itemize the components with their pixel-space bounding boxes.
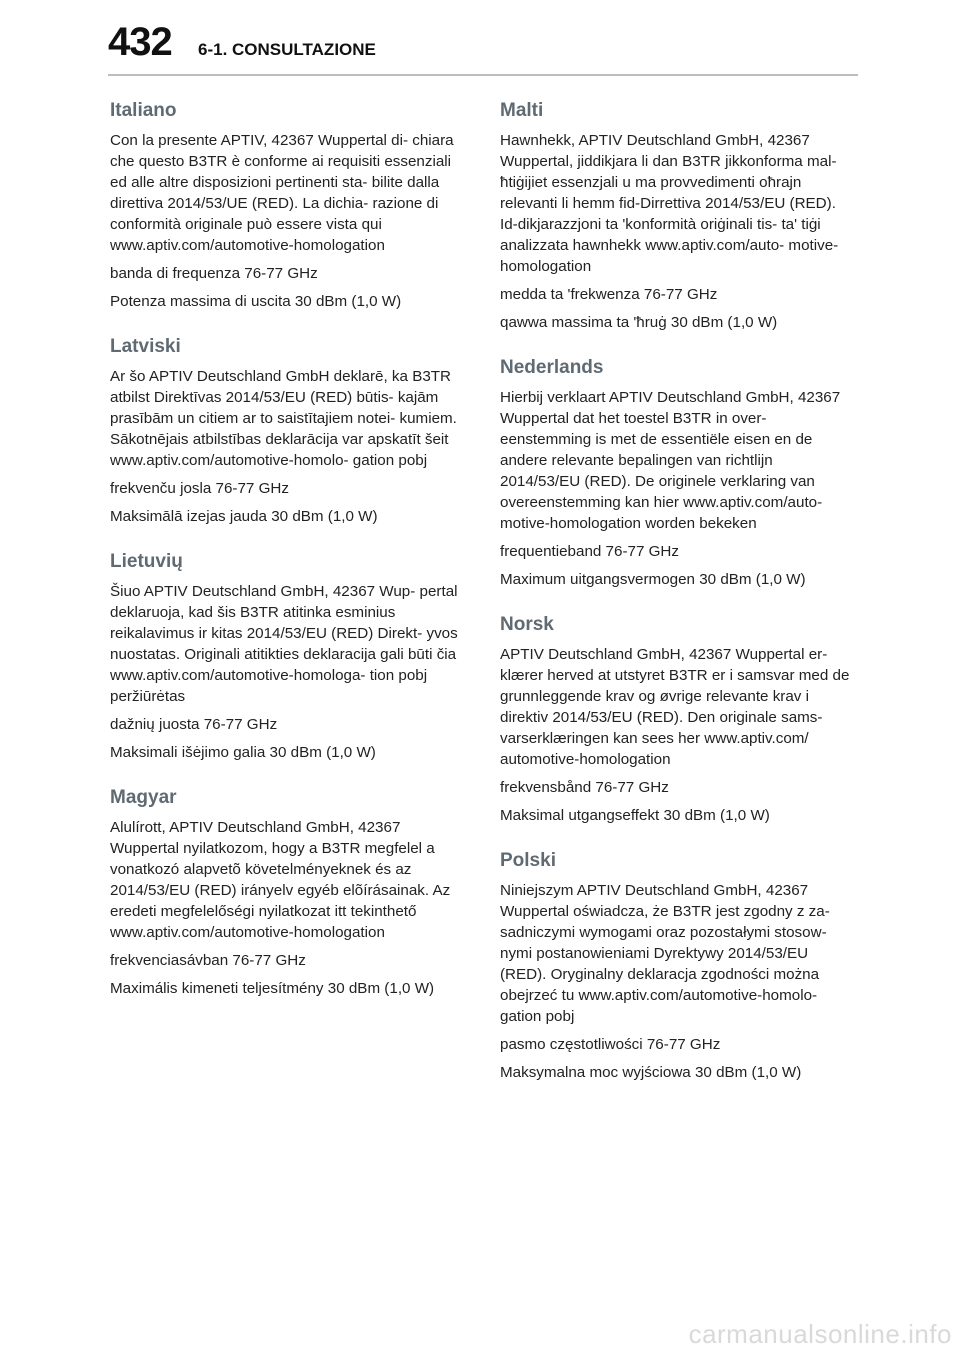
section-polski [500, 848, 856, 1083]
language-heading: Nederlands [500, 357, 604, 378]
language-heading: Norsk [500, 614, 554, 635]
declaration-text: Hierbij verklaart APTIV Deutschland GmbH, 42367 Wuppertal dat het toestel B3TR in over- eenstemming is met de essentiële eisen en de andere relevante bepalingen van richtlijn 2014/53/EU (RED). De originele verklaring van overeenstemming kan hier www.aptiv.com/auto- motive-homologation worden bekeken [500, 389, 841, 532]
frequency-band: frekvensbånd 76-77 GHz [500, 779, 669, 796]
declaration-text: Con la presente APTIV, 42367 Wuppertal di- chiara che questo B3TR è conforme ai requisiti essenziali ed alle altre disposizioni pertinenti sta- bilite dalla direttiva 2014/53/UE (RED). La dichia- razione di conformità originale può essere vista qui www.aptiv.com/automotive-homologation [110, 132, 454, 254]
language-heading: Malti [500, 100, 544, 121]
section-malti [500, 98, 856, 333]
section-magyar [110, 785, 466, 999]
language-heading: Magyar [110, 787, 177, 808]
max-power: Potenza massima di uscita 30 dBm (1,0 W) [110, 293, 402, 310]
section-nederlands [500, 355, 856, 590]
max-power: Maksimali išėjimo galia 30 dBm (1,0 W) [110, 744, 376, 761]
declaration-text: Niniejszym APTIV Deutschland GmbH, 42367 Wuppertal oświadcza, że B3TR jest zgodny z za- sadniczymi wymogami oraz pozostałymi stosow- nymi postanowieniami Dyrektywy 2014/53/EU (RED). Oryginalny deklaracja zgodności można obejrzeć tu www.aptiv.com/automotive-homolo- gation pobj [500, 882, 830, 1025]
language-heading: Italiano [110, 100, 177, 121]
max-power: Maximum uitgangsvermogen 30 dBm (1,0 W) [500, 571, 806, 588]
frequency-band: pasmo częstotliwości 76-77 GHz [500, 1036, 721, 1053]
max-power: Maksimālā izejas jauda 30 dBm (1,0 W) [110, 508, 378, 525]
page-number: 432 [108, 20, 172, 64]
max-power: Maksymalna moc wyjściowa 30 dBm (1,0 W) [500, 1064, 802, 1081]
header-divider [108, 74, 858, 76]
declaration-text: Ar šo APTIV Deutschland GmbH deklarē, ka B3TR atbilst Direktīvas 2014/53/EU (RED) būtis- kajām prasībām un citiem ar to saistītajiem notei- kumiem. Sākotnējais atbilstības deklarācija var apskatīt šeit www.aptiv.com/automotive-homolo- gation pobj [110, 368, 457, 469]
declaration-text: Alulírott, APTIV Deutschland GmbH, 42367 Wuppertal nyilatkozom, hogy a B3TR megfelel a vonatkozó alapvetõ követelményeknek és az 2014/53/EU (RED) irányelv egyéb elõírásainak. Az eredeti megfelelőségi nyilatkozat itt tekinthető www.aptiv.com/automotive-homologation [110, 819, 451, 941]
frequency-band: medda ta 'frekwenza 76-77 GHz [500, 286, 718, 303]
language-heading: Latviski [110, 336, 181, 357]
section-latviski [110, 334, 466, 527]
section-italiano [110, 98, 466, 312]
language-heading: Lietuvių [110, 551, 183, 572]
language-heading: Polski [500, 850, 556, 871]
declaration-text: Hawnhekk, APTIV Deutschland GmbH, 42367 Wuppertal, jiddikjara li dan B3TR jikkonforma mal-ħtiġijiet essenzjali u ma provvedimenti oħrajn relevanti li hemm fid-Dirrettiva 2014/53/EU (RED). Id-dikjarazzjoni ta 'konformità oriġinali tis- ta' tiġi analizzata hawnhekk www.aptiv.com/auto- motive-homologation [500, 132, 839, 275]
frequency-band: frekvenču josla 76-77 GHz [110, 480, 289, 497]
declaration-text: APTIV Deutschland GmbH, 42367 Wuppertal er- klærer herved at utstyret B3TR er i samsvar med de grunnleggende krav og øvrige relevante krav i direktiv 2014/53/EU (RED). Den originale sams- varserklæringen kan sees her www.aptiv.com/ automotive-homologation [500, 646, 850, 768]
page-header [0, 0, 960, 76]
section-norsk [500, 612, 856, 826]
section-lietuviu [110, 549, 466, 763]
frequency-band: frekvenciasávban 76-77 GHz [110, 952, 306, 969]
max-power: Maximális kimeneti teljesítmény 30 dBm (1,0 W) [110, 980, 435, 997]
section-title: 6-1. CONSULTAZIONE [198, 40, 376, 59]
frequency-band: banda di frequenza 76-77 GHz [110, 265, 318, 282]
frequency-band: frequentieband 76-77 GHz [500, 543, 679, 560]
declaration-text: Šiuo APTIV Deutschland GmbH, 42367 Wup- pertal deklaruoja, kad šis B3TR atitinka esminius reikalavimus ir kitas 2014/53/EU (RED) Direkt- yvos nuostatas. Originali atitikties deklaracija gali būti čia www.aptiv.com/automotive-homologa- tion pobj peržiūrėtas [110, 583, 458, 705]
max-power: qawwa massima ta 'ħruġ 30 dBm (1,0 W) [500, 314, 778, 331]
right-column [500, 98, 856, 1105]
max-power: Maksimal utgangseffekt 30 dBm (1,0 W) [500, 807, 770, 824]
watermark: carmanualsonline.info [688, 1319, 952, 1349]
left-column [110, 98, 466, 1021]
frequency-band: dažnių juosta 76-77 GHz [110, 716, 278, 733]
